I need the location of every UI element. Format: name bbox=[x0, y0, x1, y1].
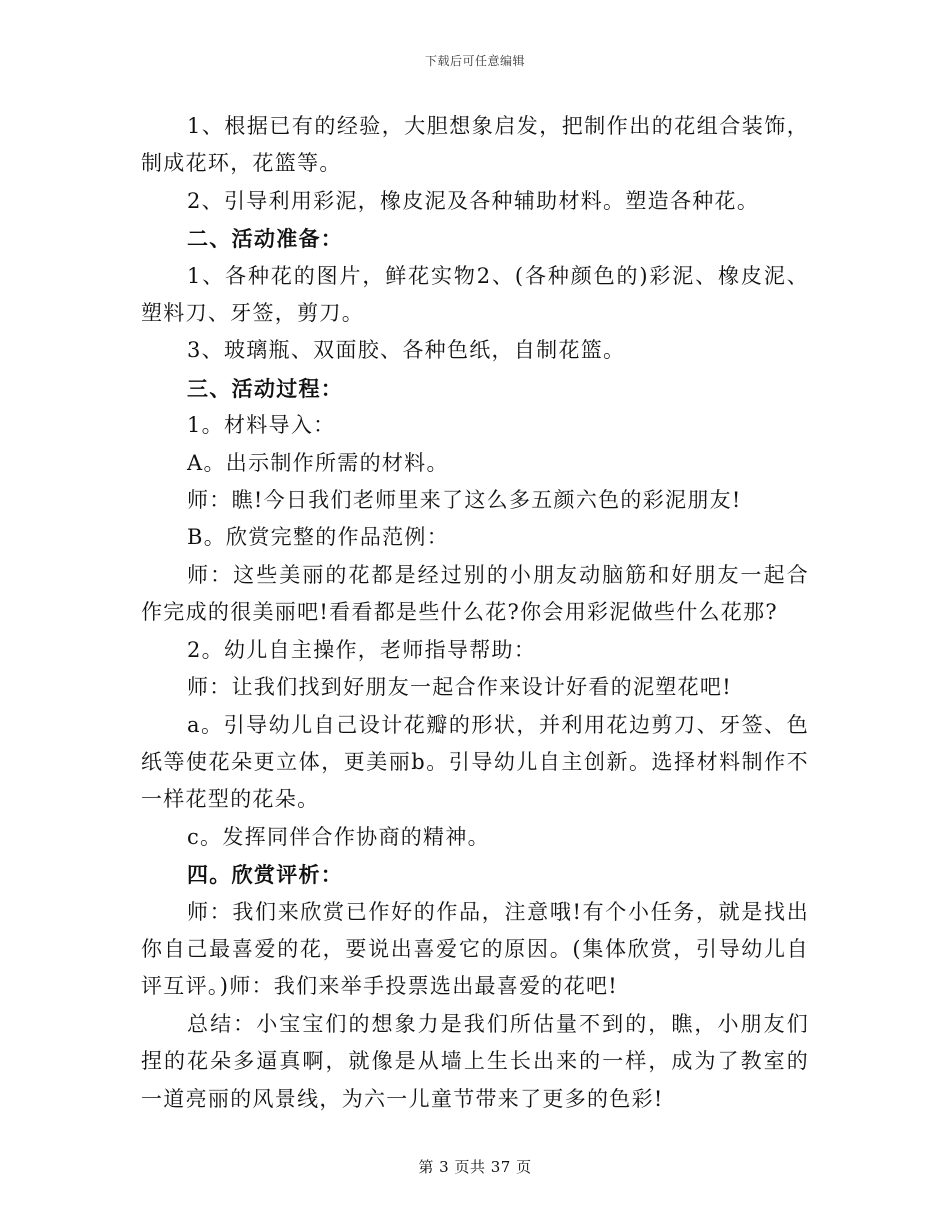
paragraph: 1、各种花的图片，鲜花实物2、(各种颜色的)彩泥、橡皮泥、塑料刀、牙签，剪刀。 bbox=[141, 263, 809, 326]
paragraph: c。发挥同伴合作协商的精神。 bbox=[187, 824, 490, 849]
page-footer: 第 3 页共 37 页 bbox=[418, 1158, 532, 1176]
section-heading: 三、活动过程： bbox=[187, 375, 344, 401]
paragraph: A。出示制作所需的材料。 bbox=[187, 450, 449, 475]
paragraph: 1。材料导入： bbox=[187, 413, 336, 438]
paragraph: 2。幼儿自主操作，老师指导帮助： bbox=[187, 637, 537, 662]
section-heading: 二、活动准备： bbox=[187, 226, 344, 252]
paragraph: 1、根据已有的经验，大胆想象启发，把制作出的花组合装饰，制成花环，花篮等。 bbox=[141, 114, 809, 176]
page-header: 下载后可任意编辑 bbox=[424, 54, 525, 68]
paragraph: 师：瞧!今日我们老师里来了这么多五颜六色的彩泥朋友! bbox=[187, 488, 742, 513]
paragraph: 总结：小宝宝们的想象力是我们所估量不到的，瞧，小朋友们捏的花朵多逼真啊，就像是从墙上生长出来的一样，成为了教室的一道亮丽的风景线，为六一儿童节带来了更多的色彩! bbox=[141, 1011, 809, 1111]
paragraph: 2、引导利用彩泥，橡皮泥及各种辅助材料。塑造各种花。 bbox=[187, 188, 760, 213]
paragraph: 师：让我们找到好朋友一起合作来设计好看的泥塑花吧! bbox=[187, 675, 732, 700]
paragraph: 师：我们来欣赏已作好的作品，注意哦!有个小任务，就是找出你自己最喜爱的花，要说出喜爱它的原因。(集体欣赏，引导幼儿自评互评。)师：我们来举手投票选出最喜爱的花吧! bbox=[141, 899, 809, 999]
paragraph: 3、玻璃瓶、双面胶、各种色纸，自制花篮。 bbox=[187, 338, 626, 363]
paragraph: 师：这些美丽的花都是经过别的小朋友动脑筋和好朋友一起合作完成的很美丽吧!看看都是些什么花?你会用彩泥做些什么花那? bbox=[141, 562, 809, 625]
paragraph: a。引导幼儿自己设计花瓣的形状，并利用花边剪刀、牙签、色纸等使花朵更立体，更美丽b。引导幼儿自主创新。选择材料制作不一样花型的花朵。 bbox=[141, 712, 809, 812]
document-body bbox=[141, 108, 809, 1118]
section-heading: 四。欣赏评析： bbox=[187, 862, 344, 888]
paragraph: B。欣赏完整的作品范例： bbox=[187, 525, 450, 550]
